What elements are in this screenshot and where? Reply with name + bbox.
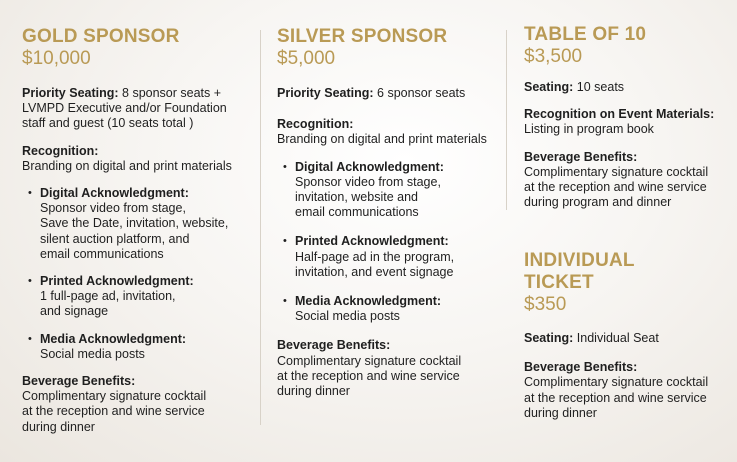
benefit-item: • Printed Acknowledgment: Half-page ad in the program, invitation, and event signage: [283, 234, 492, 280]
column-divider: [506, 30, 507, 210]
benefit-item: • Printed Acknowledgment: 1 full-page ad, invitation, and signage: [28, 274, 247, 320]
beverage-info: Beverage Benefits: Complimentary signature cocktail at the reception and wine service during dinner: [277, 338, 462, 399]
benefit-list: [28, 186, 247, 362]
seating-info: Seating: 10 seats: [524, 80, 625, 94]
silver-sponsor-tier: [277, 26, 492, 411]
seating-info: Seating: Individual Seat: [524, 331, 659, 345]
tier-price: $350: [524, 294, 567, 315]
table-of-ten-tier: [524, 24, 729, 222]
tier-price: $5,000: [277, 48, 336, 69]
benefit-list: [283, 160, 492, 325]
recognition-info: Recognition: Branding on digital and print materials: [22, 143, 232, 173]
tier-title: TABLE OF 10: [524, 24, 647, 45]
seating-info: Priority Seating: 6 sponsor seats: [277, 86, 466, 100]
beverage-info: Beverage Benefits: Complimentary signature cocktail at the reception and wine service during dinner: [524, 360, 709, 420]
benefit-item: • Media Acknowledgment: Social media posts: [28, 332, 247, 362]
beverage-info: Beverage Benefits: Complimentary signature cocktail at the reception and wine service during dinner: [22, 374, 207, 434]
recognition-info: Recognition: Branding on digital and print materials: [277, 117, 487, 147]
tier-title: INDIVIDUAL TICKET: [524, 250, 635, 293]
column-divider: [260, 30, 261, 425]
individual-ticket-tier: [524, 250, 729, 433]
benefit-item: • Media Acknowledgment: Social media posts: [283, 294, 492, 324]
tier-price: $10,000: [22, 48, 91, 69]
beverage-info: Beverage Benefits: Complimentary signature cocktail at the reception and wine service during program and dinner: [524, 149, 709, 210]
seating-info: Priority Seating: 8 sponsor seats + LVMPD Executive and/or Foundation staff and guest (10 seats total ): [22, 86, 227, 131]
recognition-info: Recognition on Event Materials: Listing in program book: [524, 107, 715, 137]
tier-price: $3,500: [524, 46, 583, 67]
benefit-item: • Digital Acknowledgment: Sponsor video from stage, Save the Date, invitation, website, silent auction platform, and email communications: [28, 186, 247, 262]
tier-title: SILVER SPONSOR: [277, 26, 448, 47]
benefit-item: • Digital Acknowledgment: Sponsor video from stage, invitation, website and email communications: [283, 160, 492, 221]
tier-title: GOLD SPONSOR: [22, 26, 180, 47]
gold-sponsor-tier: [22, 26, 247, 447]
